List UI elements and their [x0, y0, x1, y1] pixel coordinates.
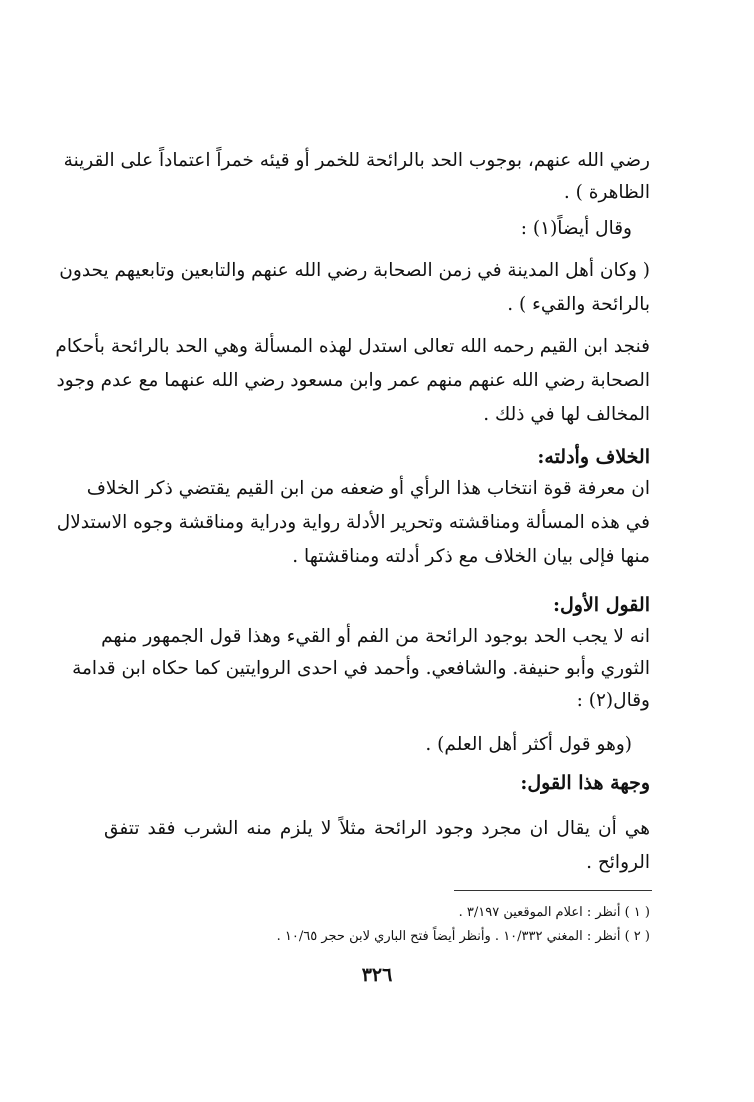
text-line: فنجد ابن القيم رحمه الله تعالى استدل لهذه المسألة وهي الحد بالرائحة بأحكام: [55, 336, 650, 357]
text-line: الصحابة رضي الله عنهم منهم عمر وابن مسعود رضي الله عنهما مع عدم وجود: [56, 370, 650, 391]
text-line: في هذه المسألة ومناقشته وتحرير الأدلة رواية ودراية ومناقشة وجوه الاستدلال: [56, 512, 650, 533]
text-line: انه لا يجب الحد بوجود الرائحة من الفم أو القيء وهذا قول الجمهور منهم: [101, 626, 650, 647]
text-line: بالرائحة والقيء ) .: [507, 294, 650, 315]
text-line: وقال أيضاً(١) :: [520, 218, 632, 239]
footnote: ( ٢ ) أنظر : المغني ١٠/٣٣٢ . وأنظر أيضاً فتح الباري لابن حجر ١٠/٦٥ .: [276, 929, 650, 944]
section-heading: القول الأول:: [552, 594, 650, 616]
text-line: ان معرفة قوة انتخاب هذا الرأي أو ضعفه من ابن القيم يقتضي ذكر الخلاف: [86, 478, 650, 499]
section-heading: وجهة هذا القول:: [520, 772, 650, 794]
text-line: ( وكان أهل المدينة في زمن الصحابة رضي الله عنهم والتابعين وتابعيهم يحدون: [59, 260, 650, 281]
section-heading: الخلاف وأدلته:: [537, 446, 650, 468]
text-line: الثوري وأبو حنيفة. والشافعي. وأحمد في احدى الروايتين كما حكاه ابن قدامة: [72, 658, 650, 679]
text-line: هي أن يقال ان مجرد وجود الرائحة مثلاً لا يلزم منه الشرب فقد تتفق: [104, 818, 650, 839]
text-line: رضي الله عنهم، بوجوب الحد بالرائحة للخمر أو قيئه خمراً اعتماداً على القرينة: [63, 150, 650, 171]
text-line: الروائح .: [586, 852, 650, 873]
text-line: (وهو قول أكثر أهل العلم) .: [425, 734, 632, 755]
text-line: المخالف لها في ذلك .: [483, 404, 650, 425]
footnote-divider: [454, 890, 652, 891]
text-line: الظاهرة ) .: [563, 182, 650, 203]
page-number: ٣٢٦: [361, 964, 393, 986]
footnote: ( ١ ) أنظر : اعلام الموقعين ٣/١٩٧ .: [458, 905, 650, 920]
text-line: وقال(٢) :: [576, 690, 650, 711]
text-line: منها فإلى بيان الخلاف مع ذكر أدلته ومناقشتها .: [292, 546, 650, 567]
